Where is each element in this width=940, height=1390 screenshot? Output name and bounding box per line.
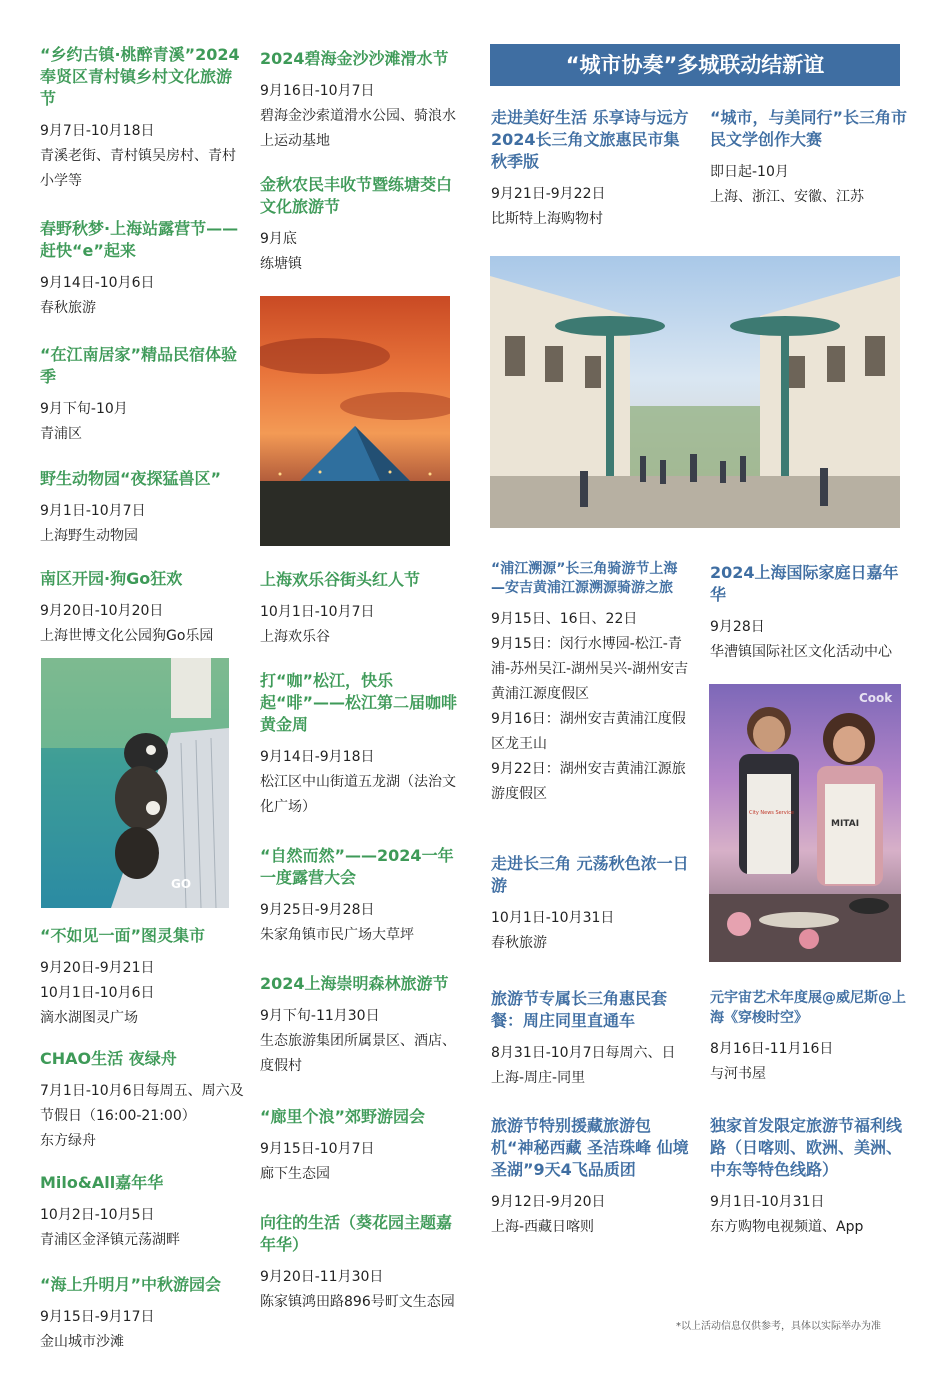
event-venue: 朱家角镇市民广场大草坪	[260, 927, 414, 943]
event-venue: 青浦区金泽镇元荡湖畔	[40, 1232, 180, 1248]
event-card	[491, 1115, 691, 1240]
event-date: 9月15日-10月7日	[260, 1141, 375, 1157]
event-card	[40, 568, 245, 649]
event-title: 走进长三角 元荡秋色浓一日游	[491, 854, 689, 895]
event-date: 10月1日-10月6日	[40, 985, 155, 1001]
event-card	[491, 988, 691, 1091]
event-date: 9月14日-9月18日	[260, 749, 375, 765]
event-date: 9月16日-10月7日	[260, 83, 375, 99]
event-title: “浦江溯源”长三角骑游节上海—安吉黄浦江源溯源骑游之旅	[491, 561, 678, 596]
event-date: 9月15日、16日、22日	[491, 611, 638, 627]
event-date: 9月28日	[710, 619, 765, 635]
event-venue: 比斯特上海购物村	[491, 211, 603, 227]
event-title: CHAO生活 夜绿舟	[40, 1049, 177, 1068]
event-date: 8月16日-11月16日	[710, 1041, 834, 1057]
event-card	[260, 1106, 460, 1187]
event-title: 南区开园·狗Go狂欢	[40, 569, 183, 588]
apron-label: MITAI	[831, 819, 860, 829]
event-title: 元宇宙艺术年度展@威尼斯@上海《穿梭时空》	[710, 990, 906, 1026]
event-venue: 上海-周庄-同里	[491, 1070, 586, 1086]
event-venue: 碧海金沙索道滑水公园、骑浪水上运动基地	[260, 108, 456, 149]
sunset-illustration	[260, 296, 450, 546]
event-venue: 生态旅游集团所属景区、酒店、度假村	[260, 1033, 456, 1074]
event-title: 野生动物园“夜探猛兽区”	[40, 469, 222, 488]
event-title: Milo&All嘉年华	[40, 1173, 164, 1192]
event-date: 9月20日-11月30日	[260, 1269, 384, 1285]
event-card	[491, 107, 691, 232]
event-date: 9月1日-10月31日	[710, 1194, 825, 1210]
section-banner: “城市协奏”多城联动结新谊	[490, 44, 900, 86]
event-card	[491, 560, 691, 807]
event-date: 9月下旬-11月30日	[260, 1008, 380, 1024]
event-venue: 金山城市沙滩	[40, 1334, 124, 1350]
event-venue: 上海-西藏日喀则	[491, 1219, 595, 1235]
event-title: 旅游节特别援藏旅游包机“神秘西藏 圣洁珠峰 仙境圣湖”9天4飞品质团	[491, 1116, 689, 1179]
event-title: “自然而然”——2024一年一度露营大会	[260, 846, 454, 887]
event-title: “廊里个浪”郊野游园会	[260, 1107, 426, 1126]
event-card	[260, 569, 460, 650]
event-date: 9月20日-10月20日	[40, 603, 164, 619]
event-detail: 9月22日：湖州安吉黄浦江源旅游度假区	[491, 761, 686, 802]
event-title: 旅游节专属长三角惠民套餐：周庄同里直通车	[491, 989, 668, 1030]
event-venue: 东方绿舟	[40, 1133, 96, 1149]
cooking-sign: Cook	[859, 691, 893, 705]
event-venue: 上海世博文化公园狗Go乐园	[40, 628, 214, 644]
event-date: 9月14日-10月6日	[40, 275, 155, 291]
event-venue: 与河书屋	[710, 1066, 766, 1082]
event-card	[40, 218, 245, 321]
event-venue: 上海欢乐谷	[260, 629, 330, 645]
event-card	[40, 1274, 245, 1355]
event-date: 7月1日-10月6日每周五、周六及节假日（16:00-21:00）	[40, 1083, 244, 1124]
event-venue: 青浦区	[40, 426, 82, 442]
sunset-camp-photo	[260, 296, 450, 546]
footnote: *以上活动信息仅供参考，具体以实际举办为准	[676, 1321, 881, 1332]
event-title: “在江南居家”精品民宿体验季	[40, 345, 238, 386]
event-date: 10月1日-10月31日	[491, 910, 615, 926]
event-date: 9月15日-9月17日	[40, 1309, 155, 1325]
outlet-village-photo	[490, 256, 900, 528]
event-date: 9月25日-9月28日	[260, 902, 375, 918]
event-title: 金秋农民丰收节暨练塘茭白文化旅游节	[260, 175, 453, 216]
outlet-illustration	[490, 256, 900, 528]
event-title: 2024上海崇明森林旅游节	[260, 974, 449, 993]
event-detail: 9月15日：闵行水博园-松江-青浦-苏州吴江-湖州吴兴-湖州安吉黄浦江源度假区	[491, 636, 689, 702]
event-title: “乡约古镇·桃醉青溪”2024奉贤区青村镇乡村文化旅游节	[40, 45, 240, 108]
event-card	[40, 925, 245, 1031]
event-title: “不如见一面”图灵集市	[40, 926, 206, 945]
event-card	[260, 973, 460, 1079]
event-title: 2024上海国际家庭日嘉年华	[710, 563, 899, 604]
event-title: 独家首发限定旅游节福利线路（日喀则、欧洲、美洲、中东等特色线路）	[710, 1116, 903, 1179]
event-venue: 上海野生动物园	[40, 528, 138, 544]
event-card	[40, 44, 245, 194]
event-date: 9月7日-10月18日	[40, 123, 155, 139]
event-title: “城市，与美同行”长三角市民文学创作大赛	[710, 108, 908, 149]
event-date: 9月底	[260, 231, 297, 247]
event-title: 上海欢乐谷街头红人节	[260, 570, 421, 589]
event-venue: 东方购物电视频道、App	[710, 1219, 864, 1235]
event-date: 10月1日-10月7日	[260, 604, 375, 620]
pool-sign: GO	[171, 877, 192, 891]
event-venue: 春秋旅游	[40, 300, 96, 316]
event-date: 9月12日-9月20日	[491, 1194, 606, 1210]
event-venue: 青溪老街、青村镇吴房村、青村小学等	[40, 148, 236, 189]
event-date: 8月31日-10月7日每周六、日	[491, 1045, 676, 1061]
event-title: 春野秋梦·上海站露营节——赶快“e”起来	[40, 219, 239, 260]
cooking-illustration	[709, 684, 901, 962]
event-date: 9月21日-9月22日	[491, 186, 606, 202]
event-venue: 滴水湖图灵广场	[40, 1010, 138, 1026]
event-card	[710, 562, 910, 665]
cooking-photo	[709, 684, 901, 962]
event-date: 即日起-10月	[710, 164, 789, 180]
event-card	[260, 845, 460, 948]
event-card	[40, 1048, 245, 1154]
event-title: 2024碧海金沙沙滩滑水节	[260, 49, 449, 68]
event-card	[260, 174, 460, 277]
event-card	[40, 1172, 245, 1253]
event-card	[260, 1212, 460, 1315]
event-card	[40, 468, 245, 549]
event-title: 打“咖”松江，快乐起“啡”——松江第二届咖啡黄金周	[260, 671, 458, 734]
event-venue: 练塘镇	[260, 256, 302, 272]
event-date: 9月20日-9月21日	[40, 960, 155, 976]
event-card	[260, 48, 460, 154]
event-venue: 上海、浙江、安徽、江苏	[710, 189, 864, 205]
event-card	[491, 853, 691, 956]
event-venue: 陈家镇鸿田路896号町文生态园	[260, 1294, 455, 1310]
event-title: 走进美好生活 乐享诗与远方2024长三角文旅惠民市集秋季版	[491, 108, 689, 171]
event-card	[260, 670, 460, 820]
event-venue: 华漕镇国际社区文化活动中心	[710, 644, 892, 660]
event-date: 10月2日-10月5日	[40, 1207, 155, 1223]
event-venue: 廊下生态园	[260, 1166, 330, 1182]
apron-label: City News Service	[749, 810, 794, 816]
event-venue: 松江区中山街道五龙湖（法治文化广场）	[260, 774, 456, 815]
event-card	[40, 344, 245, 447]
dog-pool-photo	[41, 658, 229, 908]
event-title: 向往的生活（葵花园主题嘉年华）	[260, 1213, 453, 1254]
event-detail: 9月16日：湖州安吉黄浦江度假区龙王山	[491, 711, 686, 752]
event-date: 9月下旬-10月	[40, 401, 128, 417]
event-title: “海上升明月”中秋游园会	[40, 1275, 222, 1294]
event-date: 9月1日-10月7日	[40, 503, 146, 519]
event-venue: 春秋旅游	[491, 935, 547, 951]
dog-pool-illustration	[41, 658, 229, 908]
event-card	[710, 107, 910, 210]
event-card	[710, 988, 910, 1087]
event-card	[710, 1115, 910, 1240]
